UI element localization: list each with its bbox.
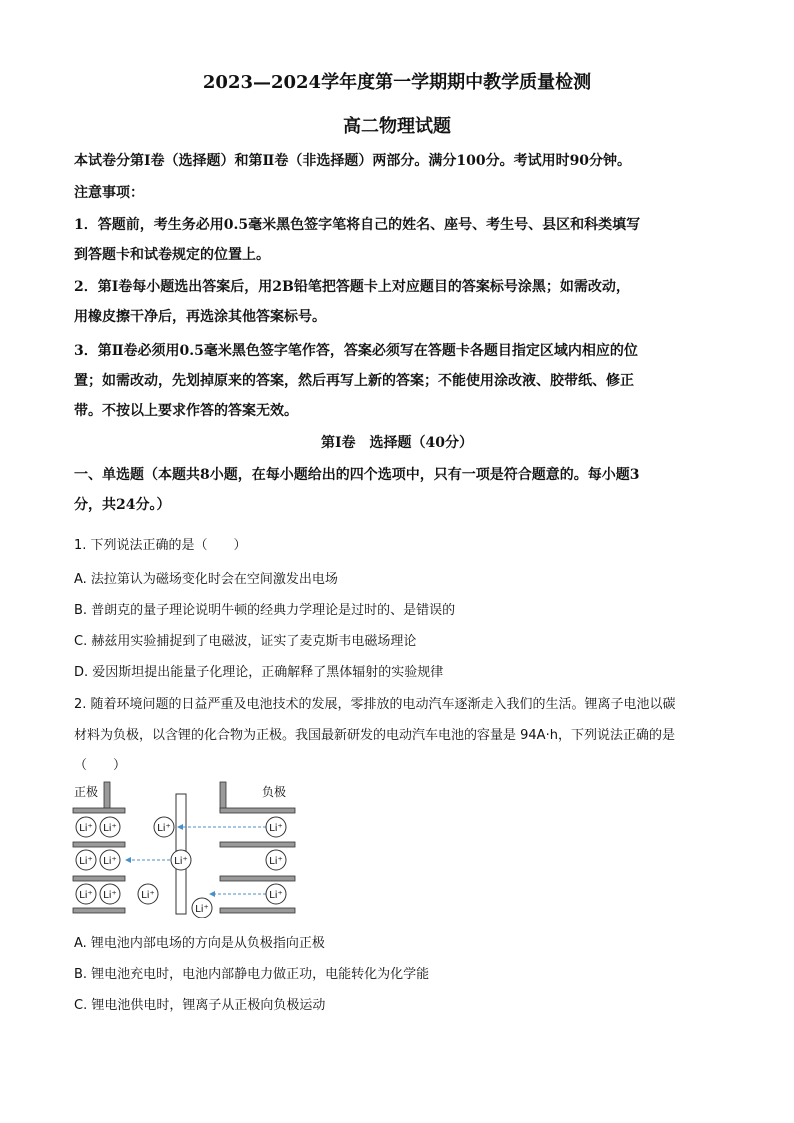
li-ion (266, 850, 286, 870)
q2-stem: 2. 随着环境问题的日益严重及电池技术的发展，零排放的电动汽车逐渐走入我们的生活。锂离子电池以碳 (74, 697, 676, 712)
negative-label: 负极 (262, 785, 287, 799)
li-ion (76, 884, 96, 904)
part-heading: 一、单选题（本题共8小题，在每小题给出的四个选项中，只有一项是符合题意的。每小题3 (74, 467, 640, 483)
q2-option-a: A. 锂电池内部电场的方向是从负极指向正极 (74, 936, 325, 951)
li-ion (76, 817, 96, 837)
li-ion-label: Li⁺ (103, 856, 117, 867)
exam-subtitle: 高二物理试题 (343, 116, 451, 137)
notes-line: 3．第Ⅱ卷必须用0.5毫米黑色签字笔作答，答案必须写在答题卡各题目指定区域内相应的位 (74, 343, 638, 359)
q2-option-c: C. 锂电池供电时，锂离子从正极向负极运动 (74, 998, 326, 1013)
q1-option-c: C. 赫兹用实验捕捉到了电磁波，证实了麦克斯韦电磁场理论 (74, 634, 417, 649)
battery-diagram (70, 778, 300, 918)
positive-plate (73, 842, 125, 847)
q1-option-a: A. 法拉第认为磁场变化时会在空间激发出电场 (74, 572, 338, 587)
part-heading: 分，共24分。） (74, 497, 171, 513)
positive-plate (73, 908, 125, 913)
q1-stem: 1. 下列说法正确的是（ ） (74, 538, 247, 553)
notes-line: 到答题卡和试卷规定的位置上。 (74, 247, 270, 263)
positive-terminal (104, 782, 110, 812)
li-ion-label: Li⁺ (269, 856, 283, 867)
li-ion-label: Li⁺ (79, 856, 93, 867)
li-ion (154, 817, 174, 837)
q2-stem: （ ） (74, 758, 127, 773)
li-ion (138, 884, 158, 904)
q2-stem: 材料为负极，以含锂的化合物为正极。我国最新研发的电动汽车电池的容量是 94A·h，下列说法正确的是 (74, 728, 675, 743)
li-ion (266, 817, 286, 837)
li-ion (100, 884, 120, 904)
notes-line: 置；如需改动，先划掉原来的答案，然后再写上新的答案；不能使用涂改液、胶带纸、修正 (74, 373, 634, 389)
li-ion (171, 850, 191, 870)
negative-plate (220, 842, 295, 847)
li-ion-label: Li⁺ (174, 856, 188, 867)
li-ion-label: Li⁺ (195, 904, 209, 915)
li-ion-label: Li⁺ (269, 823, 283, 834)
intro-text: 本试卷分第Ⅰ卷（选择题）和第Ⅱ卷（非选择题）两部分。满分100分。考试用时90分钟。 (74, 153, 632, 169)
notes-line: 用橡皮擦干净后，再选涂其他答案标号。 (74, 309, 326, 325)
li-ion-label: Li⁺ (103, 890, 117, 901)
li-ion-label: Li⁺ (141, 890, 155, 901)
positive-plate (73, 876, 125, 881)
q1-option-d: D. 爱因斯坦提出能量子化理论，正确解释了黑体辐射的实验规律 (74, 665, 444, 680)
q1-option-b: B. 普朗克的量子理论说明牛顿的经典力学理论是过时的、是错误的 (74, 603, 456, 618)
notes-line: 带。不按以上要求作答的答案无效。 (74, 403, 298, 419)
li-ion-label: Li⁺ (269, 890, 283, 901)
positive-label: 正极 (74, 785, 99, 799)
negative-plate (220, 876, 295, 881)
q2-option-b: B. 锂电池充电时，电池内部静电力做正功，电能转化为化学能 (74, 967, 430, 982)
li-ion-label: Li⁺ (79, 823, 93, 834)
section-title: 第Ⅰ卷 选择题（40分） (320, 435, 474, 451)
li-ion (76, 850, 96, 870)
notes-line: 1．答题前，考生务必用0.5毫米黑色签字笔将自己的姓名、座号、考生号、县区和科类填写 (74, 217, 641, 233)
negative-plate (220, 808, 295, 813)
li-ion-label: Li⁺ (157, 823, 171, 834)
li-ion (100, 850, 120, 870)
notes-line: 2．第Ⅰ卷每小题选出答案后，用2B铅笔把答题卡上对应题目的答案标号涂黑；如需改动， (74, 279, 630, 295)
negative-terminal (220, 782, 226, 812)
li-ion (100, 817, 120, 837)
li-ion (192, 898, 212, 918)
negative-plate (220, 908, 295, 913)
li-ion-label: Li⁺ (79, 890, 93, 901)
notes-heading: 注意事项： (74, 185, 144, 201)
li-ion-label: Li⁺ (103, 823, 117, 834)
li-ion (266, 884, 286, 904)
positive-plate (73, 808, 125, 813)
exam-title: 2023—2024学年度第一学期期中教学质量检测 (202, 72, 592, 93)
